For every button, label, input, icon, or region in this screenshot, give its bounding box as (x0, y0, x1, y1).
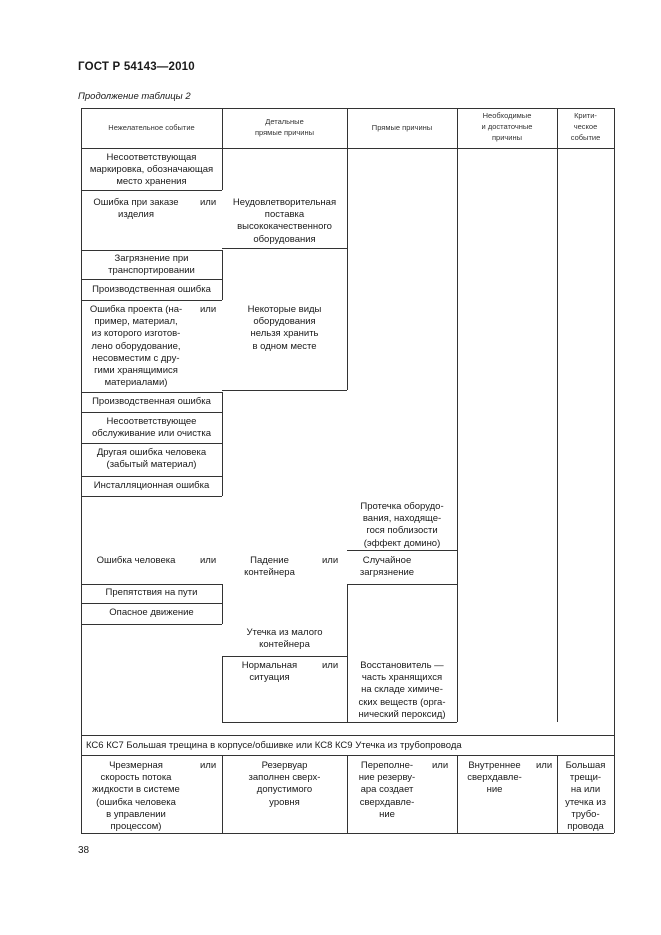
col1-hline-1 (81, 190, 222, 191)
col2-hline-2 (222, 390, 347, 391)
band-top-border (81, 735, 614, 736)
bottom-tank-overflow-pressure: Переполне- ние резерву- ара создает сверхдавле- ние (358, 760, 416, 820)
header-direct-causes: Прямые причины (371, 123, 433, 132)
col1-hline-12 (81, 624, 222, 625)
col3-hline-3 (347, 722, 457, 723)
cause-organic-peroxide: Восстановитель — часть хранящихся на складе химиче- ских веществ (орга- нический пероксид) (358, 660, 446, 720)
col1-hline-10 (81, 584, 222, 585)
cause-poor-equipment-supply: Неудовлетворительная поставка высококачественного оборудования (232, 197, 337, 245)
cause-container-fall: Падение контейнера (244, 555, 295, 579)
cause-domino-leak: Протечка оборудо- вания, находяще- гося поблизости (эффект домино) (360, 501, 444, 549)
or-label: или (322, 555, 339, 566)
col1-hline-7 (81, 443, 222, 444)
header-undesired-event: Нежелательное событие (108, 123, 195, 132)
event-production-error-1: Производственная ошибка (92, 284, 211, 295)
header-detailed-direct-causes: Детальные прямые причины (254, 117, 315, 137)
col2-hline-3 (222, 656, 347, 657)
col1-hline-9 (81, 496, 222, 497)
col2-box-right-a (347, 148, 348, 390)
header-critical-event: Крити- ческое событие (570, 111, 601, 142)
col1-hline-5 (81, 392, 222, 393)
event-dangerous-movement: Опасное движение (109, 607, 194, 618)
event-transport-contamination: Загрязнение при транспортировании (108, 253, 195, 277)
or-label: или (322, 660, 339, 671)
event-path-obstacles: Препятствия на пути (105, 587, 198, 598)
event-order-error: Ошибка при заказе изделия (93, 197, 179, 221)
cause-small-container-leak: Утечка из малого контейнера (246, 627, 323, 651)
col3-hline-2 (347, 584, 457, 585)
or-label: или (200, 760, 217, 771)
col2-hline-4 (222, 722, 347, 723)
bottom-excessive-flow: Чрезмерная скорость потока жидкости в системе (ошибка человека в управлении процессом) (92, 760, 180, 833)
col1-hline-6 (81, 412, 222, 413)
page-number: 38 (78, 845, 90, 856)
critical-event-band: КС6 КС7 Большая трещина в корпусе/обшивке или КС8 КС9 Утечка из трубопровода (86, 740, 462, 751)
col1-box-right-a (222, 148, 223, 190)
event-incorrect-marking: Несоответствующая маркировка, обозначающая место хранения (89, 152, 214, 188)
col1-hline-4 (81, 300, 222, 301)
or-label: или (200, 555, 217, 566)
event-installation-error: Инсталляционная ошибка (93, 480, 210, 491)
event-other-human-error: Другая ошибка человека (забытый материал) (96, 447, 207, 471)
cause-normal-situation: Нормальная ситуация (241, 660, 298, 684)
col1-box-right-c (222, 392, 223, 496)
col1-box-right-d (222, 584, 223, 624)
cause-accidental-contamination: Случайное загрязнение (359, 555, 415, 579)
bottom-large-crack-or-leak: Большая трещи- на или утечка из трубо- провода (565, 760, 606, 833)
or-label: или (536, 760, 553, 771)
event-human-error: Ошибка человека (96, 555, 176, 566)
col3-box-right-a (457, 148, 458, 722)
event-production-error-2: Производственная ошибка (92, 396, 211, 407)
table-right-border (614, 108, 615, 833)
or-label: или (200, 304, 217, 315)
col3-hline-1 (347, 550, 457, 551)
col1-hline-3 (81, 279, 222, 280)
col1-hline-8 (81, 476, 222, 477)
or-label: или (432, 760, 449, 771)
document-title: ГОСТ Р 54143—2010 (78, 61, 195, 73)
col4-box-right (557, 148, 558, 722)
col1-hline-2 (81, 250, 222, 251)
event-design-error: Ошибка проекта (на- пример, материал, из которого изготов- лено оборудование, несовместим с дру- гими хранящимися материалами) (89, 304, 183, 389)
bottom-internal-overpressure: Внутреннее сверхдавле- ние (467, 760, 522, 796)
cause-incompatible-storage: Некоторые виды оборудования нельзя хранить в одном месте (247, 304, 322, 352)
bottom-tank-overfilled: Резервуар заполнен сверх- допустимого уровня (248, 760, 321, 808)
col1-hline-11 (81, 603, 222, 604)
header-necessary-sufficient-causes: Необходимые и достаточные причины (481, 111, 533, 142)
table-continuation-caption: Продолжение таблицы 2 (78, 91, 191, 102)
event-inadequate-maintenance: Несоответствующее обслуживание или очистка (91, 416, 211, 440)
col1-box-right-b (222, 250, 223, 300)
or-label: или (200, 197, 217, 208)
col2-hline-1 (222, 248, 347, 249)
